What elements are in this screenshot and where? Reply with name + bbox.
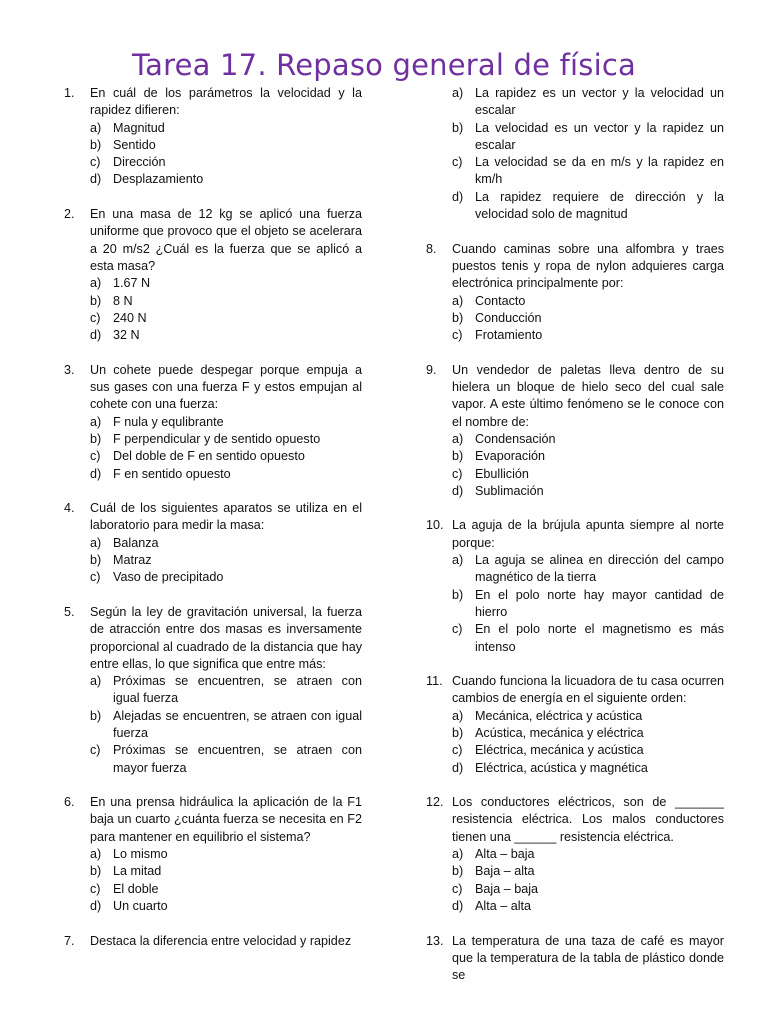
option-letter: b) <box>90 708 102 723</box>
question-text: Cuando funciona la licuadora de tu casa ocurren cambios de energía en el siguiente orden: <box>452 674 724 706</box>
question-item <box>64 206 362 344</box>
answer-option <box>452 310 724 327</box>
option-letter: d) <box>452 898 464 913</box>
question-item <box>64 362 362 483</box>
option-text: El doble <box>113 881 159 896</box>
option-letter: a) <box>90 674 102 689</box>
question-body <box>90 794 362 915</box>
option-text: Sentido <box>113 137 156 152</box>
answer-option <box>90 448 362 465</box>
question-text: En una prensa hidráulica la aplicación de la F1 baja un cuarto ¿cuánta fuerza se necesita en F2 para mantener en equilibrio el sistema? <box>90 795 362 844</box>
option-text: Sublimación <box>475 483 544 498</box>
question-item <box>64 794 362 915</box>
question-item <box>426 794 724 915</box>
question-text: Según la ley de gravitación universal, la fuerza de atracción entre dos masas es inversamente proporcional al cuadrado de la distancia que hay entre ellas, lo que significa que entre más: <box>90 604 362 671</box>
option-letter: c) <box>452 328 463 343</box>
option-letter: c) <box>452 155 463 170</box>
question-number: 9. <box>426 362 437 377</box>
option-letter: d) <box>452 483 464 498</box>
option-letter: a) <box>90 276 102 291</box>
answer-option <box>90 293 362 310</box>
question-body <box>452 673 724 777</box>
question-body <box>90 206 362 344</box>
answer-option <box>452 898 724 915</box>
option-letter: b) <box>452 120 464 135</box>
question-body <box>90 933 362 950</box>
question-text: La temperatura de una taza de café es mayor que la temperatura de la tabla de plástico donde se <box>452 933 724 983</box>
option-text: Alta – alta <box>475 898 532 913</box>
option-letter: a) <box>90 847 102 862</box>
question-item <box>426 933 724 985</box>
answer-option <box>90 171 362 188</box>
option-letter: a) <box>452 847 464 862</box>
option-letter: a) <box>452 708 464 723</box>
answer-option <box>452 431 724 448</box>
question-text: La aguja de la brújula apunta siempre al norte porque: <box>452 518 724 550</box>
option-text: Evaporación <box>475 449 546 464</box>
question-number: 6. <box>64 795 75 810</box>
answer-option <box>452 120 724 155</box>
option-letter: a) <box>452 431 464 446</box>
option-letter: c) <box>452 466 463 481</box>
option-letter: a) <box>90 535 102 550</box>
question-number: 8. <box>426 241 437 256</box>
question-text: En una masa de 12 kg se aplicó una fuerza uniforme que provoco que el objeto se acelerara a 20 m/s2 ¿Cuál es la fuerza que se aplicó a esta masa? <box>90 207 362 273</box>
answer-option <box>90 708 362 743</box>
answer-option <box>452 587 724 622</box>
option-text: Alta – baja <box>475 847 535 862</box>
answer-option <box>90 466 362 483</box>
option-letter: c) <box>452 622 463 637</box>
option-letter: b) <box>452 725 464 740</box>
option-text: La velocidad se da en m/s y la rapidez en km/h <box>475 155 724 187</box>
answer-option <box>452 483 724 500</box>
question-item <box>64 500 362 586</box>
answer-option <box>452 466 724 483</box>
question-body <box>452 933 724 985</box>
option-text: Baja – baja <box>475 881 539 896</box>
option-text: Desplazamiento <box>113 172 204 187</box>
question-body <box>452 794 724 915</box>
answer-option <box>90 154 362 171</box>
option-letter: d) <box>90 898 102 913</box>
option-text: 240 N <box>113 310 147 325</box>
option-letter: b) <box>452 449 464 464</box>
option-text: Acústica, mecánica y eléctrica <box>475 725 644 740</box>
option-text: Baja – alta <box>475 864 535 879</box>
answer-option <box>90 431 362 448</box>
option-letter: d) <box>452 760 464 775</box>
answer-option <box>452 154 724 189</box>
answer-option <box>452 189 724 224</box>
option-letter: b) <box>452 864 464 879</box>
option-letter: c) <box>90 310 101 325</box>
option-text: La rapidez requiere de dirección y la velocidad solo de magnitud <box>475 189 724 222</box>
option-text: Eléctrica, mecánica y acústica <box>475 743 644 758</box>
question-item <box>426 673 724 777</box>
answer-option <box>90 569 362 586</box>
answer-option <box>452 293 724 310</box>
question-body <box>90 500 362 586</box>
option-letter: c) <box>90 449 101 464</box>
question-number: 1. <box>64 86 75 100</box>
answer-option <box>90 898 362 915</box>
option-text: La mitad <box>113 864 162 879</box>
option-letter: c) <box>90 881 101 896</box>
option-letter: a) <box>452 86 464 100</box>
answer-option <box>452 708 724 725</box>
option-text: Lo mismo <box>113 847 168 862</box>
question-number: 12. <box>426 795 444 810</box>
answer-option <box>452 742 724 759</box>
option-text: Vaso de precipitado <box>113 570 224 585</box>
option-text: Ebullición <box>475 466 529 481</box>
question-text: Cuando caminas sobre una alfombra y traes puestos tenis y ropa de nylon adquieres carga electrónica principalmente por: <box>452 241 724 291</box>
question-item <box>64 933 362 950</box>
question-body <box>452 517 724 655</box>
answer-option <box>90 120 362 137</box>
option-text: Frotamiento <box>475 328 543 343</box>
question-number: 5. <box>64 604 75 619</box>
question-body <box>90 362 362 483</box>
question-text: Un vendedor de paletas lleva dentro de su hielera un bloque de hielo seco del cual sale vapor. A este último fenómeno se le conoce con el nombre de: <box>452 362 724 429</box>
option-text: La velocidad es un vector y la rapidez un escalar <box>475 120 724 152</box>
answer-option <box>90 881 362 898</box>
option-text: F perpendicular y de sentido opuesto <box>113 431 321 446</box>
option-text: F nula y equlibrante <box>113 414 224 429</box>
option-text: Condensación <box>475 431 556 446</box>
answer-option <box>452 863 724 880</box>
option-text: La aguja se alinea en dirección del campo magnético de la tierra <box>475 553 724 585</box>
option-letter: d) <box>90 466 102 481</box>
option-text: Próximas se encuentren, se atraen con igual fuerza <box>113 674 362 706</box>
answer-option <box>90 137 362 154</box>
option-text: Contacto <box>475 293 526 308</box>
answer-option <box>90 310 362 327</box>
question-item <box>64 85 362 189</box>
question-number: 3. <box>64 362 75 377</box>
question-item <box>426 241 724 345</box>
option-letter: b) <box>90 553 102 568</box>
option-text: Magnitud <box>113 120 165 135</box>
option-text: La rapidez es un vector y la velocidad un escalar <box>475 86 724 118</box>
answer-option <box>452 552 724 587</box>
answer-option <box>90 673 362 708</box>
answer-option <box>452 846 724 863</box>
option-letter: b) <box>90 137 102 152</box>
answer-option <box>452 327 724 344</box>
question-number: 7. <box>64 933 75 948</box>
question-number: 13. <box>426 933 444 948</box>
option-text: Próximas se encuentren, se atraen con mayor fuerza <box>113 743 362 775</box>
answer-option <box>90 327 362 344</box>
option-letter: d) <box>90 172 102 187</box>
option-letter: a) <box>452 553 464 568</box>
answer-option <box>90 414 362 431</box>
question-text: Cuál de los siguientes aparatos se utiliza en el laboratorio para medir la masa: <box>90 501 362 533</box>
option-text: Dirección <box>113 155 166 170</box>
answer-option <box>452 725 724 742</box>
question-number: 11. <box>426 674 443 689</box>
answer-option <box>452 448 724 465</box>
option-text: F en sentido opuesto <box>113 466 231 481</box>
option-text: Matraz <box>113 553 152 568</box>
question-number: 2. <box>64 207 75 222</box>
question-item <box>64 604 362 777</box>
question-body <box>452 362 724 500</box>
answer-option <box>452 760 724 777</box>
answer-option <box>452 85 724 120</box>
option-text: En el polo norte hay mayor cantidad de hierro <box>475 587 724 619</box>
question-body <box>90 604 362 777</box>
question-text: En cuál de los parámetros la velocidad y la rapidez difieren: <box>90 86 362 118</box>
option-letter: b) <box>90 293 102 308</box>
question-text: Un cohete puede despegar porque empuja a sus gases con una fuerza F y estos empujan al cohete con una fuerza: <box>90 362 362 412</box>
option-text: Alejadas se encuentren, se atraen con igual fuerza <box>113 708 362 740</box>
option-letter: a) <box>90 414 102 429</box>
question-body <box>90 85 362 189</box>
answer-option <box>90 535 362 552</box>
option-letter: c) <box>452 881 463 896</box>
question-item <box>426 517 724 655</box>
option-text: Del doble de F en sentido opuesto <box>113 449 305 464</box>
option-letter: c) <box>452 743 463 758</box>
question-item <box>426 362 724 500</box>
answer-option <box>90 742 362 777</box>
option-text: En el polo norte el magnetismo es más intenso <box>475 622 724 654</box>
option-letter: b) <box>90 431 102 446</box>
option-text: Un cuarto <box>113 898 168 913</box>
answer-option <box>452 881 724 898</box>
question-number: 10. <box>426 518 444 533</box>
question-number: 4. <box>64 501 75 516</box>
option-text: 8 N <box>113 293 133 308</box>
question-body <box>452 241 724 345</box>
answer-option <box>452 621 724 656</box>
answer-option <box>90 552 362 569</box>
left-column <box>64 85 362 967</box>
option-text: 32 N <box>113 328 140 343</box>
option-text: Mecánica, eléctrica y acústica <box>475 708 643 723</box>
option-letter: b) <box>90 864 102 879</box>
option-letter: c) <box>90 155 101 170</box>
option-letter: b) <box>452 587 464 602</box>
question-text: Los conductores eléctricos, son de _______ resistencia eléctrica. Los malos conductores tienen una ______ resistencia eléctrica. <box>452 795 724 844</box>
answer-option <box>90 846 362 863</box>
question-text: Destaca la diferencia entre velocidad y rapidez <box>90 933 352 948</box>
option-letter: a) <box>90 120 102 135</box>
option-letter: c) <box>90 743 101 758</box>
option-text: 1.67 N <box>113 276 151 291</box>
question-7-options <box>452 85 724 223</box>
option-letter: d) <box>90 328 102 343</box>
option-text: Conducción <box>475 310 542 325</box>
right-column <box>426 85 724 1002</box>
page-title: Tarea 17. Repaso general de física <box>132 48 636 82</box>
option-letter: c) <box>90 570 101 585</box>
option-letter: d) <box>452 189 464 204</box>
answer-option <box>90 275 362 292</box>
option-text: Balanza <box>113 535 159 550</box>
answer-option <box>90 863 362 880</box>
option-letter: b) <box>452 310 464 325</box>
option-text: Eléctrica, acústica y magnética <box>475 760 648 775</box>
option-letter: a) <box>452 293 464 308</box>
